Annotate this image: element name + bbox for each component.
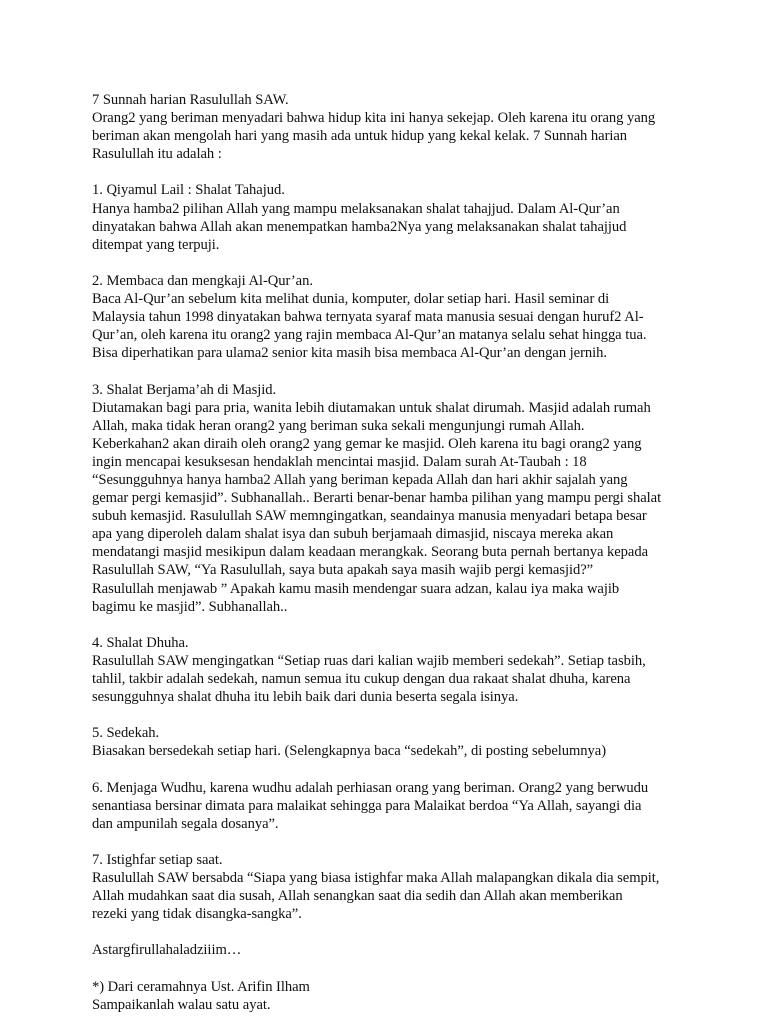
section-5-body: Biasakan bersedekah setiap hari. (Selengkapnya baca “sedekah”, di posting sebelumnya) — [92, 743, 607, 760]
section-4-heading: 4. Shalat Dhuha. — [92, 634, 189, 651]
paragraph-gap — [92, 254, 752, 272]
section-2-body: Baca Al-Qur’an sebelum kita melihat dunia, komputer, dolar setiap hari. Hasil seminar di Malaysia tahun 1998 dinyatakan bahwa ternyata syaraf mata manusia sesuai dengan huruf2 Al- Qur’an, oleh karena itu orang2 yang rajin membaca Al-Qur’an matanya selalu sehat hingga tua. Bisa diperhatikan para ulama2 senior kita masih bisa membaca Al-Qur’an dengan jernih. — [92, 291, 647, 362]
footer-line: Sampaikanlah walau satu ayat. — [92, 996, 271, 1013]
paragraph-gap — [92, 833, 752, 851]
section-2-heading: 2. Membaca dan mengkaji Al-Qur’an. — [92, 272, 313, 289]
section-7-body: Rasulullah SAW bersabda “Siapa yang biasa istighfar maka Allah malapangkan dikala dia sempit, Allah mudahkan saat dia susah, Allah senangkan saat dia sedih dan Allah akan memberikan rezeki yang tidak disangka-sangka”. — [92, 870, 660, 923]
paragraph-gap — [92, 706, 752, 724]
intro-paragraph: Orang2 yang beriman menyadari bahwa hidup kita ini hanya sekejap. Oleh karena itu orang yang beriman akan mengolah hari yang masih ada untuk hidup yang kekal kelak. 7 Sunnah harian Rasulullah itu adalah : — [92, 110, 656, 163]
paragraph-gap — [92, 960, 752, 978]
document-body — [92, 91, 752, 1014]
section-3-heading: 3. Shalat Berjama’ah di Masjid. — [92, 381, 277, 398]
section-1-body: Hanya hamba2 pilihan Allah yang mampu melaksanakan shalat tahajjud. Dalam Al-Qur’an dinyatakan bahwa Allah akan menempatkan hamba2Nya yang melaksanakan shalat tahajjud ditempat yang terpuji. — [92, 200, 627, 253]
paragraph-gap — [92, 163, 752, 181]
document-title: 7 Sunnah harian Rasulullah SAW. — [92, 92, 289, 108]
closing-line: Astargfirullahaladziiim… — [92, 942, 242, 959]
paragraph-gap — [92, 923, 752, 941]
paragraph-gap — [92, 760, 752, 778]
section-1-heading: 1. Qiyamul Lail : Shalat Tahajud. — [92, 182, 285, 199]
paragraph-gap — [92, 362, 752, 380]
section-5-heading: 5. Sedekah. — [92, 725, 160, 742]
paragraph-gap — [92, 616, 752, 634]
section-4-body: Rasulullah SAW mengingatkan “Setiap ruas dari kalian wajib memberi sedekah”. Setiap tasbih, tahlil, takbir adalah sedekah, namun semua itu cukup dengan dua rakaat shalat dhuha, karena sesungguhnya shalat dhuha itu lebih baik dari dunia beserta segala isinya. — [92, 652, 646, 706]
section-6-body: 6. Menjaga Wudhu, karena wudhu adalah perhiasan orang yang beriman. Orang2 yang berwudu senantiasa bersinar dimata para malaikat sehingga para Malaikat berdoa “Ya Allah, sayangi dia dan ampunilah segala dosanya”. — [92, 779, 649, 832]
section-3-body: Diutamakan bagi para pria, wanita lebih diutamakan untuk shalat dirumah. Masjid adalah rumah Allah, maka tidak heran orang2 yang beriman suka sekali mengunjungi rumah Allah. Keberkahan2 akan diraih oleh orang2 yang gemar ke masjid. Oleh karena itu bagi orang2 yang ingin mencapai kesuksesan hendaklah mencintai masjid. Dalam surah At-Taubah : 18 “Sesungguhnya hanya hamba2 Allah yang beriman kepada Allah dan hari akhir sajalah yang gemar pergi kemasjid”. Subhanallah.. Berarti benar-benar hamba pilihan yang mampu pergi shalat subuh kemasjid. Rasulullah SAW memngingatkan, seandainya manusia menyadari betapa besar apa yang diperoleh dalam shalat isya dan subuh berjamaah dimasjid, niscaya mereka akan mendatangi masjid mesikipun dalam keadaan merangkak. Seorang buta pernah bertanya kepada Rasulullah SAW, “Ya Rasulullah, saya buta apakah saya masih wajib pergi kemasjid?” Rasulullah menjawab ” Apakah kamu masih mendengar suara adzan, kalau iya maka wajib bagimu ke masjid”. Subhanallah.. — [92, 399, 662, 615]
source-note: *) Dari ceramahnya Ust. Arifin Ilham — [92, 978, 310, 995]
section-7-heading: 7. Istighfar setiap saat. — [92, 851, 223, 868]
